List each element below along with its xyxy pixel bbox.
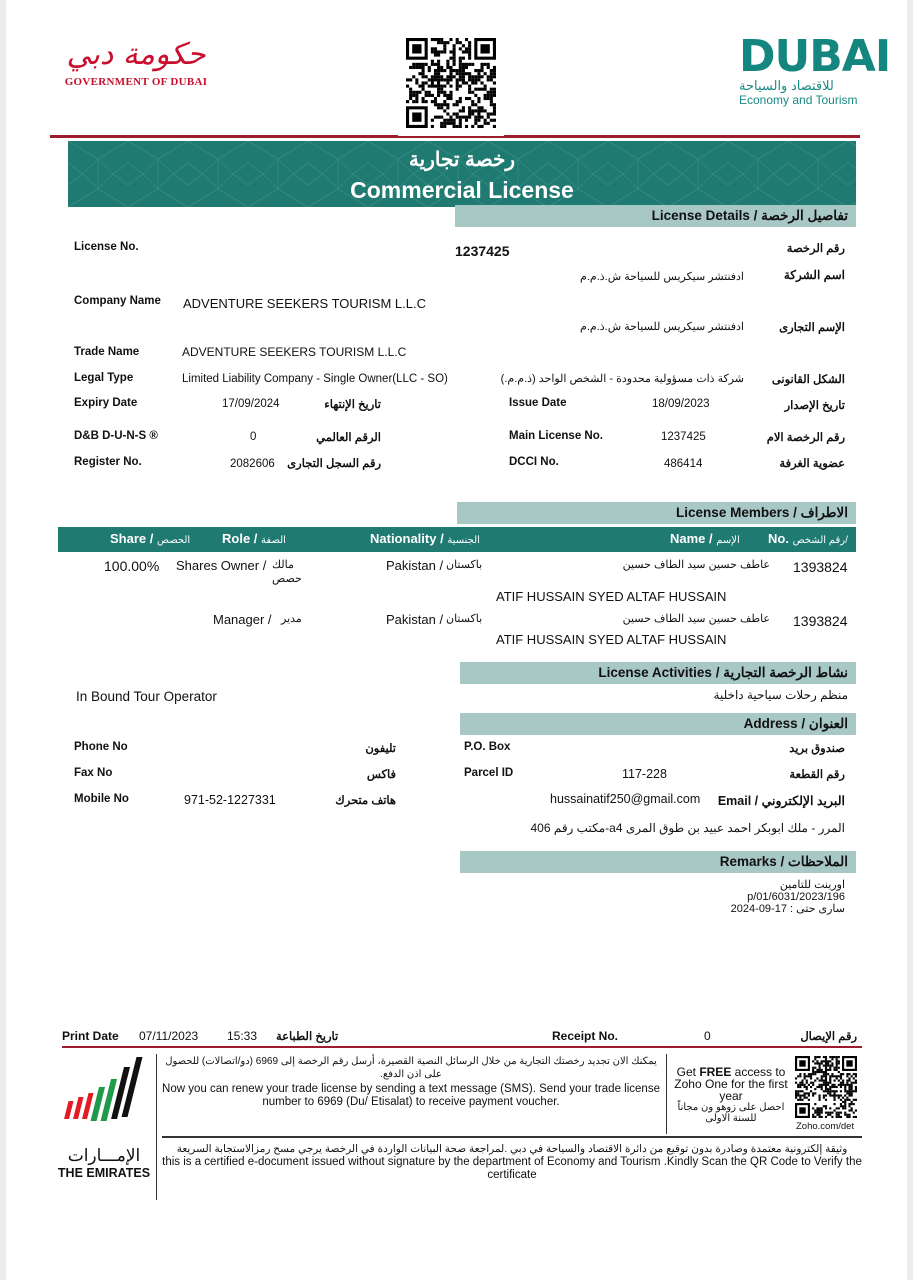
section-title: الملاحظات / Remarks xyxy=(719,854,848,869)
parcel-id-value: 117-228 xyxy=(622,767,667,781)
license-no-label: License No. xyxy=(74,241,139,253)
issue-date-label: Issue Date xyxy=(509,397,567,409)
section-address xyxy=(460,713,856,735)
main-license-value: 1237425 xyxy=(661,431,706,443)
commercial-license-page xyxy=(6,0,907,1280)
fax-label-ar: فاكس xyxy=(366,769,396,781)
duns-label: D&B D-U-N-S ® xyxy=(74,430,158,442)
trade-name-label-ar: الإسم التجارى xyxy=(779,322,845,334)
emirates-stripes-icon xyxy=(64,1055,144,1141)
emirates-logo-arabic: الإمـــارات xyxy=(67,1146,141,1165)
email-label: البريد الإلكتروني / Email xyxy=(717,794,845,808)
sms-renewal-notice xyxy=(162,1055,660,1109)
member-name-ar: عاطف حسين سيد الطاف حسين xyxy=(622,613,770,625)
expiry-date-label: Expiry Date xyxy=(74,397,138,409)
dcci-label-ar: عضوية الغرفة xyxy=(779,458,845,470)
fax-label: Fax No xyxy=(74,767,113,779)
member-nationality: Pakistan / xyxy=(386,558,444,573)
divider-gap xyxy=(398,134,504,136)
section-license-details xyxy=(455,205,856,227)
col-role: Role / الصفة xyxy=(222,531,286,546)
register-no-label: Register No. xyxy=(74,456,142,468)
company-name-label-ar: اسم الشركة xyxy=(783,268,845,282)
col-share: Share / الحصص xyxy=(110,531,191,546)
po-box-label-ar: صندوق بريد xyxy=(789,743,845,755)
remarks-line-3: سارى حتى : 17-09-2024 xyxy=(730,903,845,915)
member-role-ar: مالك xyxy=(272,559,294,571)
section-license-activities xyxy=(460,662,856,684)
section-title: تفاصيل الرخصة / License Details xyxy=(651,208,848,223)
det-logo-english: Economy and Tourism xyxy=(739,93,858,107)
member-role: Shares Owner / xyxy=(176,558,267,573)
company-name-value-ar: ادفنتشر سيكريس للسياحة ش.ذ.م.م xyxy=(580,271,744,283)
sms-notice-en: Now you can renew your trade license by sending a text message (SMS). Send your trade license number to 6969 (Du/ Etisalat) to receive payment voucher. xyxy=(162,1083,660,1108)
duns-label-ar: الرقم العالمي xyxy=(316,432,381,444)
det-logo-wordmark: DUBAI xyxy=(739,31,891,82)
company-name-label: Company Name xyxy=(74,295,161,307)
zoho-promo-en: Get FREE access to Zoho One for the first year xyxy=(674,1065,788,1103)
activity-english: In Bound Tour Operator xyxy=(76,689,217,704)
mobile-label-ar: هاتف متحرك xyxy=(335,795,396,807)
dubai-economy-tourism-logo xyxy=(739,31,891,107)
zoho-promo[interactable] xyxy=(670,1066,792,1124)
mobile-label: Mobile No xyxy=(74,793,129,805)
phone-label: Phone No xyxy=(74,741,128,753)
title-arabic: رخصة تجارية xyxy=(408,149,516,171)
gov-logo-english: GOVERNMENT OF DUBAI xyxy=(64,76,208,88)
zoho-divider xyxy=(666,1054,667,1134)
dcci-value: 486414 xyxy=(664,458,703,470)
print-date-value: 07/11/2023 xyxy=(139,1029,199,1043)
trade-name-value: ADVENTURE SEEKERS TOURISM L.L.C xyxy=(182,345,407,359)
verification-qr-code-icon[interactable] xyxy=(406,38,496,128)
footer-vertical-divider xyxy=(156,1054,157,1200)
duns-value: 0 xyxy=(250,431,257,443)
issue-date-value: 18/09/2023 xyxy=(652,398,710,410)
section-title: العنوان / Address xyxy=(743,716,848,731)
print-date-label: Print Date xyxy=(62,1029,119,1043)
trade-name-value-ar: ادفنتشر سيكريس للسياحة ش.ذ.م.م xyxy=(580,321,744,333)
legal-type-value-ar: شركة ذات مسؤولية محدودة - الشخص الواحد (ذ.م.م.) xyxy=(500,373,744,385)
the-emirates-logo xyxy=(54,1055,154,1180)
member-name-en: ATIF HUSSAIN SYED ALTAF HUSSAIN xyxy=(496,589,727,604)
sms-notice-ar: يمكنك الان تجديد رخصتك التجارية من خلال الرسائل النصية القصيرة، أرسل رقم الرخصة إلى 6969 (دو/اتصالات) للحصول على اذن الدفع. xyxy=(165,1056,657,1080)
member-share: 100.00% xyxy=(104,558,160,574)
remarks-line-1: اورينت للتامين xyxy=(779,879,845,891)
mobile-value: 971-52-1227331 xyxy=(184,793,276,807)
receipt-no-label-ar: رقم الإيصال xyxy=(800,1031,857,1043)
main-license-label: Main License No. xyxy=(509,430,603,442)
receipt-no-value: 0 xyxy=(704,1029,711,1043)
zoho-qr-code-icon[interactable] xyxy=(795,1056,857,1118)
member-name-ar: عاطف حسين سيد الطاف حسين xyxy=(622,559,770,571)
section-license-members xyxy=(457,502,856,524)
email-value[interactable]: hussainatif250@gmail.com xyxy=(550,792,701,806)
parcel-id-label: Parcel ID xyxy=(464,767,514,779)
member-role-ar: مدير xyxy=(281,613,302,625)
register-no-label-ar: رقم السجل التجارى xyxy=(287,458,381,470)
member-nationality: Pakistan / xyxy=(386,612,444,627)
remarks-line-2: p/01/6031/2023/196 xyxy=(747,891,845,903)
member-nationality-ar: باكستان xyxy=(446,613,483,625)
expiry-date-label-ar: تاريخ الإنتهاء xyxy=(324,399,381,411)
zoho-promo-ar: احصل على زوهو ون مجاناً للسنة الاولى xyxy=(677,1102,785,1124)
member-no: 1393824 xyxy=(793,559,848,575)
member-role: Manager / xyxy=(213,612,272,627)
member-nationality-ar: باكستان xyxy=(446,559,483,571)
company-name-value: ADVENTURE SEEKERS TOURISM L.L.C xyxy=(183,296,426,311)
receipt-no-label: Receipt No. xyxy=(552,1029,619,1043)
license-no-label-ar: رقم الرخصة xyxy=(786,243,845,255)
print-time-value: 15:33 xyxy=(227,1029,258,1043)
members-table-header xyxy=(58,527,856,552)
trade-name-label: Trade Name xyxy=(74,346,140,358)
title-english: Commercial License xyxy=(350,177,574,203)
legal-type-label: Legal Type xyxy=(74,372,134,384)
col-no: No. رقم الشخص/ xyxy=(768,531,848,546)
remarks-text xyxy=(731,879,845,915)
certified-notice xyxy=(162,1143,862,1182)
print-date-label-ar: تاريخ الطباعة xyxy=(276,1031,339,1043)
phone-label-ar: تليفون xyxy=(365,743,396,755)
dcci-label: DCCI No. xyxy=(509,456,559,468)
member-row xyxy=(6,610,907,650)
det-logo-arabic: للاقتصاد والسياحة xyxy=(739,78,834,93)
section-title: نشاط الرخصة التجارية / License Activities xyxy=(598,665,848,680)
activity-arabic: منظم رحلات سياحية داخلية xyxy=(713,688,848,702)
full-address-ar: المرر - ملك ابوبكر احمد عبيد بن طوق المرى a4-مكتب رقم 406 xyxy=(530,821,845,835)
member-no: 1393824 xyxy=(793,613,848,629)
expiry-date-value: 17/09/2024 xyxy=(222,398,280,410)
zoho-url[interactable]: Zoho.com/det xyxy=(796,1121,855,1132)
certified-notice-ar: وثيقة إلكترونية معتمدة وصادرة بدون توقيع من دائرة الاقتصاد والسياحة في دبي .لمراجعة صحة البيانات الواردة في الرخصة يرجي مسح رمزالاستجابة السريعة xyxy=(176,1143,848,1155)
footer-inner-divider xyxy=(162,1136,862,1138)
parcel-id-label-ar: رقم القطعة xyxy=(789,769,845,781)
footer-divider xyxy=(62,1046,862,1048)
main-license-label-ar: رقم الرخصة الام xyxy=(766,432,845,444)
emirates-logo-english: THE EMIRATES xyxy=(57,1166,151,1180)
member-row xyxy=(6,555,907,605)
issue-date-label-ar: تاريخ الإصدار xyxy=(784,400,845,412)
gov-logo-arabic: حكومة دبي xyxy=(66,37,206,72)
legal-type-value: Limited Liability Company - Single Owner(LLC - SO) xyxy=(182,373,448,385)
member-role-ar-2: حصص xyxy=(272,573,302,585)
legal-type-label-ar: الشكل القانونى xyxy=(771,374,845,386)
section-title: الاطراف / License Members xyxy=(676,505,848,520)
section-remarks xyxy=(460,851,856,873)
col-name: Name / الإسم xyxy=(670,531,740,546)
col-nationality: Nationality / الجنسية xyxy=(370,531,480,546)
po-box-label: P.O. Box xyxy=(464,741,511,753)
license-no-value: 1237425 xyxy=(455,243,510,259)
register-no-value: 2082606 xyxy=(230,458,275,470)
member-name-en: ATIF HUSSAIN SYED ALTAF HUSSAIN xyxy=(496,632,727,647)
certified-notice-en: this is a certified e-document issued without signature by the department of Economy and Tourism .Kindly Scan the QR Code to Verify the certificate xyxy=(162,1156,862,1181)
government-of-dubai-logo xyxy=(56,37,216,88)
title-banner xyxy=(68,141,856,207)
